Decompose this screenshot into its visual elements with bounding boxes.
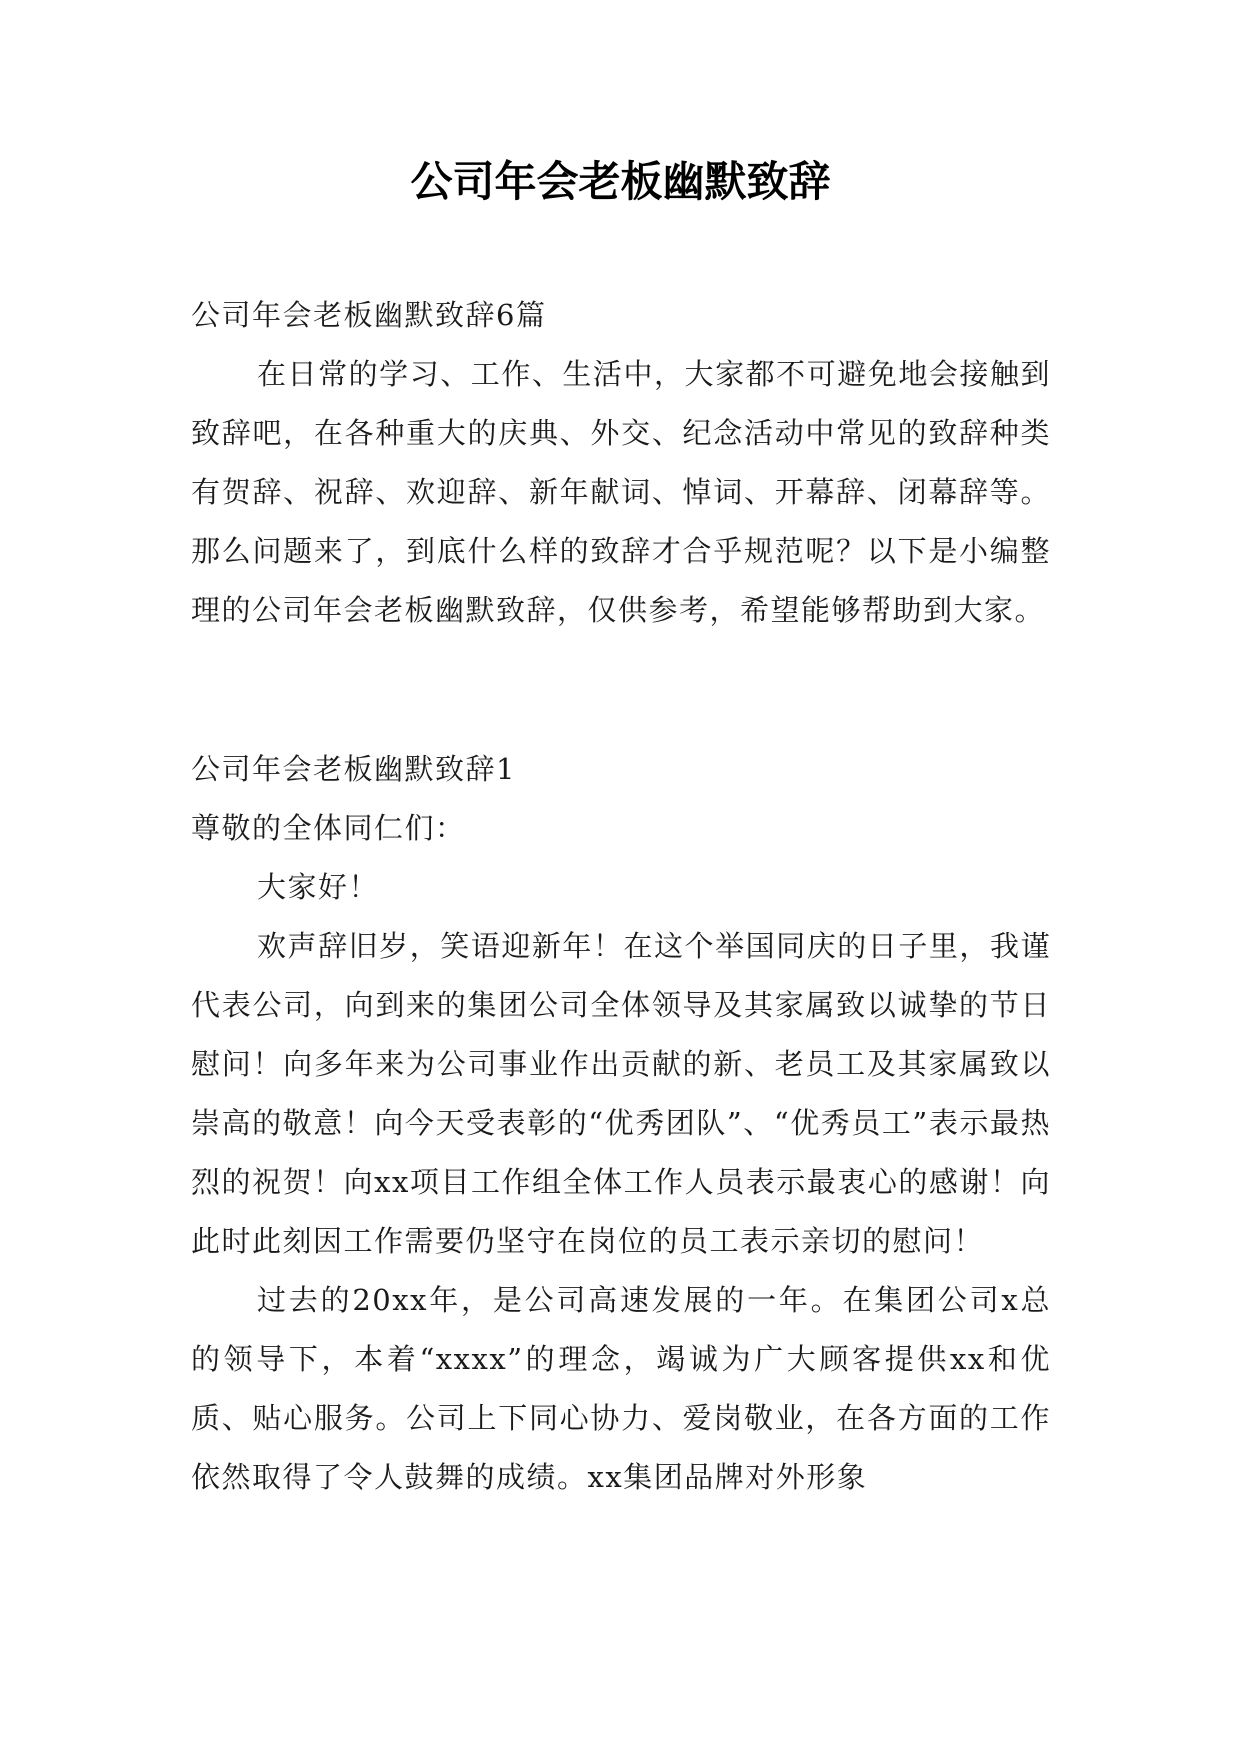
greeting: 大家好！ — [257, 870, 380, 904]
intro-block — [191, 286, 1051, 640]
document-title: 公司年会老板幽默致辞 — [410, 157, 831, 206]
document-subtitle: 公司年会老板幽默致辞6篇 — [191, 298, 547, 332]
body-paragraph-1: 欢声辞旧岁，笑语迎新年！在这个举国同庆的日子里，我谨代表公司，向到来的集团公司全体领导及其家属致以诚挚的节日慰问！向多年来为公司事业作出贡献的新、老员工及其家属致以崇高的敬意！向今天受表彰的“优秀团队”、“优秀员工”表示最热烈的祝贺！向xx项目工作组全体工作人员表示最衷心的感谢！向此时此刻因工作需要仍坚守在岗位的员工表示亲切的慰问！ — [191, 929, 1051, 1258]
salutation: 尊敬的全体同仁们： — [191, 811, 466, 845]
section-heading: 公司年会老板幽默致辞1 — [191, 752, 516, 786]
body-paragraph-2: 过去的20xx年，是公司高速发展的一年。在集团公司x总的领导下，本着“xxxx”的理念，竭诚为广大顾客提供xx和优质、贴心服务。公司上下同心协力、爱岗敬业，在各方面的工作依然取得了令人鼓舞的成绩。xx集团品牌对外形象 — [191, 1283, 1051, 1494]
intro-paragraph: 在日常的学习、工作、生活中，大家都不可避免地会接触到致辞吧，在各种重大的庆典、外交、纪念活动中常见的致辞种类有贺辞、祝辞、欢迎辞、新年献词、悼词、开幕辞、闭幕辞等。那么问题来了，到底什么样的致辞才合乎规范呢？以下是小编整理的公司年会老板幽默致辞，仅供参考，希望能够帮助到大家。 — [191, 357, 1051, 627]
section-1 — [191, 740, 1051, 1507]
